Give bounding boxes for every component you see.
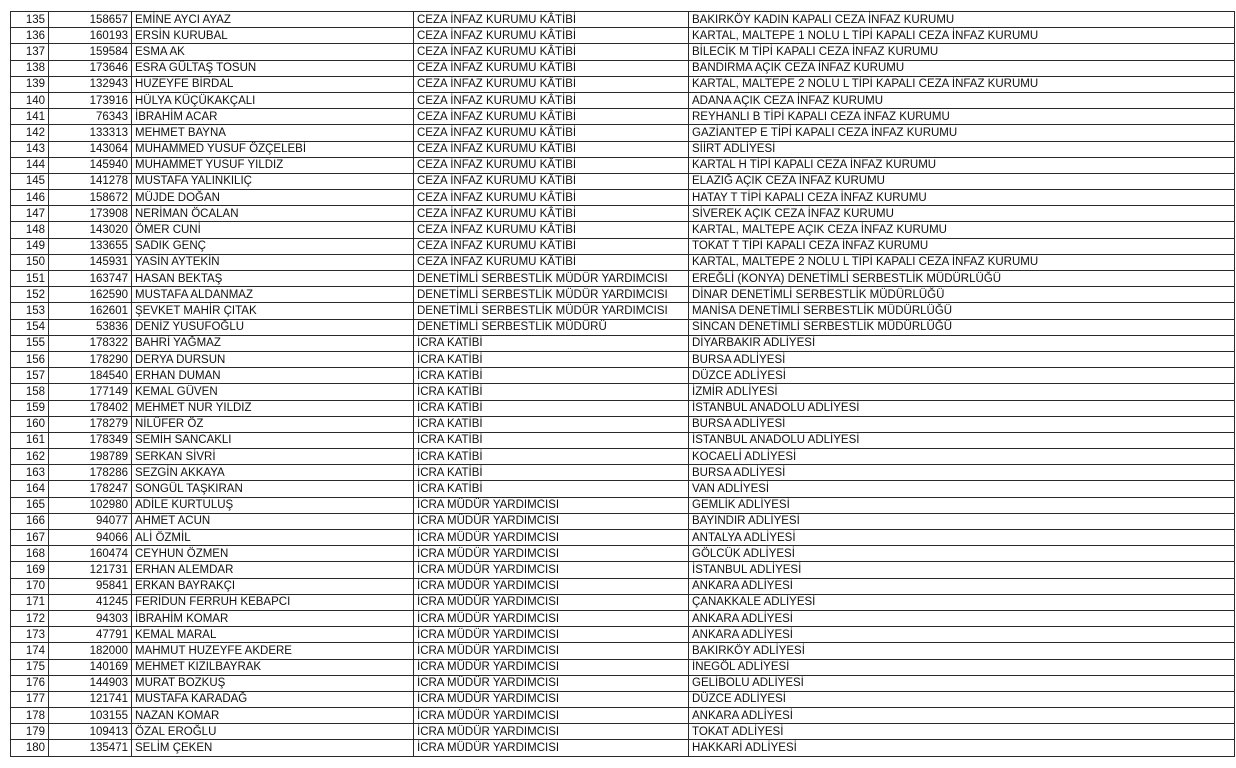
staff-id-cell: 94066 [49, 530, 132, 546]
position-title-cell: İCRA MÜDÜR YARDIMCISI [414, 497, 689, 513]
assigned-unit-cell: İZMİR ADLİYESİ [689, 384, 1235, 400]
table-row [11, 125, 1235, 141]
position-title-cell: CEZA İNFAZ KURUMU KÂTİBİ [414, 76, 689, 92]
position-title-cell: CEZA İNFAZ KURUMU KÂTİBİ [414, 238, 689, 254]
full-name-cell: ERSİN KURUBAL [132, 28, 414, 44]
full-name-cell: AHMET ACUN [132, 513, 414, 529]
assigned-unit-cell: ANTALYA ADLİYESİ [689, 530, 1235, 546]
staff-id-cell: 102980 [49, 497, 132, 513]
assigned-unit-cell: DİNAR DENETİMLİ SERBESTLİK MÜDÜRLÜĞÜ [689, 287, 1235, 303]
full-name-cell: SONGÜL TAŞKIRAN [132, 481, 414, 497]
table-row [11, 368, 1235, 384]
row-number-cell: 143 [11, 141, 49, 157]
table-row [11, 254, 1235, 270]
assigned-unit-cell: GAZİANTEP E TİPİ KAPALI CEZA İNFAZ KURUMU [689, 125, 1235, 141]
staff-id-cell: 76343 [49, 109, 132, 125]
assigned-unit-cell: GÖLCÜK ADLİYESİ [689, 546, 1235, 562]
position-title-cell: İCRA KATİBİ [414, 384, 689, 400]
full-name-cell: HASAN BEKTAŞ [132, 271, 414, 287]
assigned-unit-cell: KARTAL, MALTEPE 2 NOLU L TİPİ KAPALI CEZA İNFAZ KURUMU [689, 254, 1235, 270]
full-name-cell: MAHMUT HUZEYFE AKDERE [132, 643, 414, 659]
assigned-unit-cell: TOKAT T TİPİ KAPALI CEZA İNFAZ KURUMU [689, 238, 1235, 254]
position-title-cell: CEZA İNFAZ KURUMU KÂTİBİ [414, 254, 689, 270]
table-row [11, 335, 1235, 351]
row-number-cell: 158 [11, 384, 49, 400]
position-title-cell: CEZA İNFAZ KURUMU KÂTİBİ [414, 157, 689, 173]
row-number-cell: 171 [11, 594, 49, 610]
table-row [11, 708, 1235, 724]
row-number-cell: 149 [11, 238, 49, 254]
row-number-cell: 150 [11, 254, 49, 270]
position-title-cell: İCRA MÜDÜR YARDIMCISI [414, 578, 689, 594]
row-number-cell: 151 [11, 271, 49, 287]
assigned-unit-cell: BAKIRKÖY KADIN KAPALI CEZA İNFAZ KURUMU [689, 12, 1235, 28]
staff-id-cell: 143064 [49, 141, 132, 157]
full-name-cell: DERYA DURSUN [132, 351, 414, 367]
position-title-cell: CEZA İNFAZ KURUMU KÂTİBİ [414, 12, 689, 28]
table-row [11, 465, 1235, 481]
position-title-cell: İCRA MÜDÜR YARDIMCISI [414, 740, 689, 756]
row-number-cell: 152 [11, 287, 49, 303]
assigned-unit-cell: BURSA ADLİYESİ [689, 351, 1235, 367]
position-title-cell: İCRA MÜDÜR YARDIMCISI [414, 594, 689, 610]
position-title-cell: DENETİMLİ SERBESTLİK MÜDÜRÜ [414, 319, 689, 335]
staff-id-cell: 198789 [49, 449, 132, 465]
table-row [11, 76, 1235, 92]
position-title-cell: İCRA MÜDÜR YARDIMCISI [414, 627, 689, 643]
staff-id-cell: 41245 [49, 594, 132, 610]
table-row [11, 432, 1235, 448]
table-row [11, 287, 1235, 303]
row-number-cell: 168 [11, 546, 49, 562]
assigned-unit-cell: KARTAL, MALTEPE AÇIK CEZA İNFAZ KURUMU [689, 222, 1235, 238]
staff-id-cell: 133313 [49, 125, 132, 141]
assigned-unit-cell: KARTAL H TİPİ KAPALI CEZA İNFAZ KURUMU [689, 157, 1235, 173]
full-name-cell: MUSTAFA KARADAĞ [132, 691, 414, 707]
full-name-cell: MEHMET KIZILBAYRAK [132, 659, 414, 675]
position-title-cell: İCRA MÜDÜR YARDIMCISI [414, 691, 689, 707]
position-title-cell: İCRA MÜDÜR YARDIMCISI [414, 643, 689, 659]
row-number-cell: 140 [11, 92, 49, 108]
table-row [11, 384, 1235, 400]
position-title-cell: İCRA MÜDÜR YARDIMCISI [414, 659, 689, 675]
full-name-cell: BAHRİ YAĞMAZ [132, 335, 414, 351]
full-name-cell: YASİN AYTEKİN [132, 254, 414, 270]
assigned-unit-cell: REYHANLI B TİPİ KAPALI CEZA İNFAZ KURUMU [689, 109, 1235, 125]
assigned-unit-cell: BİLECİK M TİPİ KAPALI CEZA İNFAZ KURUMU [689, 44, 1235, 60]
staff-id-cell: 109413 [49, 724, 132, 740]
position-title-cell: İCRA MÜDÜR YARDIMCISI [414, 724, 689, 740]
row-number-cell: 147 [11, 206, 49, 222]
assigned-unit-cell: GELİBOLU ADLİYESİ [689, 675, 1235, 691]
staff-id-cell: 162590 [49, 287, 132, 303]
row-number-cell: 177 [11, 691, 49, 707]
row-number-cell: 178 [11, 708, 49, 724]
staff-id-cell: 178279 [49, 416, 132, 432]
full-name-cell: MUSTAFA YALINKILIÇ [132, 173, 414, 189]
position-title-cell: İCRA MÜDÜR YARDIMCISI [414, 675, 689, 691]
row-number-cell: 174 [11, 643, 49, 659]
row-number-cell: 145 [11, 173, 49, 189]
row-number-cell: 176 [11, 675, 49, 691]
table-row [11, 157, 1235, 173]
assigned-unit-cell: ELAZIĞ AÇIK CEZA İNFAZ KURUMU [689, 173, 1235, 189]
position-title-cell: CEZA İNFAZ KURUMU KÂTİBİ [414, 60, 689, 76]
full-name-cell: ESRA GÜLTAŞ TOSUN [132, 60, 414, 76]
staff-id-cell: 133655 [49, 238, 132, 254]
table-row [11, 691, 1235, 707]
full-name-cell: MUHAMMED YUSUF ÖZÇELEBİ [132, 141, 414, 157]
row-number-cell: 172 [11, 610, 49, 626]
full-name-cell: İBRAHİM ACAR [132, 109, 414, 125]
full-name-cell: SEZGİN AKKAYA [132, 465, 414, 481]
full-name-cell: KEMAL GÜVEN [132, 384, 414, 400]
row-number-cell: 173 [11, 627, 49, 643]
table-row [11, 530, 1235, 546]
assigned-unit-cell: MANİSA DENETİMLİ SERBESTLİK MÜDÜRLÜĞÜ [689, 303, 1235, 319]
position-title-cell: İCRA KATİBİ [414, 449, 689, 465]
row-number-cell: 175 [11, 659, 49, 675]
row-number-cell: 139 [11, 76, 49, 92]
assigned-unit-cell: ANKARA ADLİYESİ [689, 708, 1235, 724]
full-name-cell: SELİM ÇEKEN [132, 740, 414, 756]
table-row [11, 724, 1235, 740]
table-row [11, 578, 1235, 594]
full-name-cell: EMİNE AYCI AYAZ [132, 12, 414, 28]
assigned-unit-cell: ANKARA ADLİYESİ [689, 610, 1235, 626]
full-name-cell: ERHAN ALEMDAR [132, 562, 414, 578]
assigned-unit-cell: EREĞLİ (KONYA) DENETİMLİ SERBESTLİK MÜDÜRLÜĞÜ [689, 271, 1235, 287]
table-row [11, 497, 1235, 513]
table-row [11, 740, 1235, 756]
table-row [11, 173, 1235, 189]
assigned-unit-cell: BAKIRKÖY ADLİYESİ [689, 643, 1235, 659]
table-row [11, 28, 1235, 44]
table-row [11, 513, 1235, 529]
row-number-cell: 180 [11, 740, 49, 756]
staff-id-cell: 95841 [49, 578, 132, 594]
staff-id-cell: 184540 [49, 368, 132, 384]
full-name-cell: CEYHUN ÖZMEN [132, 546, 414, 562]
row-number-cell: 153 [11, 303, 49, 319]
staff-id-cell: 159584 [49, 44, 132, 60]
staff-id-cell: 94303 [49, 610, 132, 626]
staff-id-cell: 177149 [49, 384, 132, 400]
full-name-cell: ÖZAL EROĞLU [132, 724, 414, 740]
assigned-unit-cell: ANKARA ADLİYESİ [689, 578, 1235, 594]
table-row [11, 546, 1235, 562]
staff-id-cell: 158657 [49, 12, 132, 28]
full-name-cell: İBRAHİM KOMAR [132, 610, 414, 626]
table-row [11, 206, 1235, 222]
staff-id-cell: 178349 [49, 432, 132, 448]
table-row [11, 481, 1235, 497]
full-name-cell: MEHMET NUR YILDIZ [132, 400, 414, 416]
position-title-cell: DENETİMLİ SERBESTLİK MÜDÜR YARDIMCISI [414, 303, 689, 319]
table-row [11, 303, 1235, 319]
assigned-unit-cell: BAYINDIR ADLİYESİ [689, 513, 1235, 529]
row-number-cell: 164 [11, 481, 49, 497]
table-row [11, 271, 1235, 287]
assigned-unit-cell: SİVEREK AÇIK CEZA İNFAZ KURUMU [689, 206, 1235, 222]
position-title-cell: İCRA MÜDÜR YARDIMCISI [414, 513, 689, 529]
assigned-unit-cell: HATAY T TİPİ KAPALI CEZA İNFAZ KURUMU [689, 190, 1235, 206]
row-number-cell: 167 [11, 530, 49, 546]
staff-id-cell: 158672 [49, 190, 132, 206]
table-body [11, 12, 1235, 757]
staff-id-cell: 178290 [49, 351, 132, 367]
row-number-cell: 157 [11, 368, 49, 384]
row-number-cell: 142 [11, 125, 49, 141]
table-row [11, 562, 1235, 578]
position-title-cell: CEZA İNFAZ KURUMU KÂTİBİ [414, 109, 689, 125]
full-name-cell: HÜLYA KÜÇÜKAKÇALI [132, 92, 414, 108]
assigned-unit-cell: İSTANBUL ADLİYESİ [689, 562, 1235, 578]
position-title-cell: İCRA KATİBİ [414, 432, 689, 448]
full-name-cell: SEMİH SANCAKLI [132, 432, 414, 448]
table-row [11, 222, 1235, 238]
position-title-cell: CEZA İNFAZ KURUMU KÂTİBİ [414, 125, 689, 141]
position-title-cell: İCRA MÜDÜR YARDIMCISI [414, 530, 689, 546]
staff-id-cell: 163747 [49, 271, 132, 287]
row-number-cell: 144 [11, 157, 49, 173]
assigned-unit-cell: DÜZCE ADLİYESİ [689, 691, 1235, 707]
row-number-cell: 146 [11, 190, 49, 206]
full-name-cell: KEMAL MARAL [132, 627, 414, 643]
table-row [11, 238, 1235, 254]
staff-id-cell: 143020 [49, 222, 132, 238]
staff-id-cell: 160193 [49, 28, 132, 44]
staff-id-cell: 47791 [49, 627, 132, 643]
assigned-unit-cell: TOKAT ADLİYESİ [689, 724, 1235, 740]
position-title-cell: İCRA KATİBİ [414, 400, 689, 416]
row-number-cell: 163 [11, 465, 49, 481]
full-name-cell: MEHMET BAYNA [132, 125, 414, 141]
position-title-cell: İCRA KATİBİ [414, 368, 689, 384]
full-name-cell: ADİLE KURTULUŞ [132, 497, 414, 513]
position-title-cell: DENETİMLİ SERBESTLİK MÜDÜR YARDIMCISI [414, 287, 689, 303]
staff-id-cell: 182000 [49, 643, 132, 659]
staff-id-cell: 141278 [49, 173, 132, 189]
assigned-unit-cell: HAKKARİ ADLİYESİ [689, 740, 1235, 756]
row-number-cell: 135 [11, 12, 49, 28]
row-number-cell: 169 [11, 562, 49, 578]
table-row [11, 594, 1235, 610]
table-row [11, 190, 1235, 206]
row-number-cell: 162 [11, 449, 49, 465]
assigned-unit-cell: KARTAL, MALTEPE 1 NOLU L TİPİ KAPALI CEZA İNFAZ KURUMU [689, 28, 1235, 44]
table-row [11, 12, 1235, 28]
staff-id-cell: 135471 [49, 740, 132, 756]
position-title-cell: CEZA İNFAZ KURUMU KÂTİBİ [414, 222, 689, 238]
position-title-cell: CEZA İNFAZ KURUMU KÂTİBİ [414, 28, 689, 44]
table-row [11, 60, 1235, 76]
full-name-cell: FERİDUN FERRUH KEBAPCI [132, 594, 414, 610]
assigned-unit-cell: ANKARA ADLİYESİ [689, 627, 1235, 643]
full-name-cell: SERKAN SİVRİ [132, 449, 414, 465]
row-number-cell: 148 [11, 222, 49, 238]
row-number-cell: 155 [11, 335, 49, 351]
staff-id-cell: 160474 [49, 546, 132, 562]
position-title-cell: İCRA MÜDÜR YARDIMCISI [414, 546, 689, 562]
position-title-cell: İCRA KATİBİ [414, 481, 689, 497]
row-number-cell: 156 [11, 351, 49, 367]
position-title-cell: İCRA MÜDÜR YARDIMCISI [414, 610, 689, 626]
full-name-cell: ERHAN DUMAN [132, 368, 414, 384]
full-name-cell: ERKAN BAYRAKÇI [132, 578, 414, 594]
assigned-unit-cell: SİNCAN DENETİMLİ SERBESTLİK MÜDÜRLÜĞÜ [689, 319, 1235, 335]
assigned-unit-cell: ADANA AÇIK CEZA İNFAZ KURUMU [689, 92, 1235, 108]
assigned-unit-cell: İSTANBUL ANADOLU ADLİYESİ [689, 432, 1235, 448]
table-row [11, 675, 1235, 691]
assigned-unit-cell: DİYARBAKIR ADLİYESİ [689, 335, 1235, 351]
position-title-cell: İCRA MÜDÜR YARDIMCISI [414, 708, 689, 724]
position-title-cell: CEZA İNFAZ KURUMU KÂTİBİ [414, 44, 689, 60]
table-row [11, 610, 1235, 626]
table-row [11, 627, 1235, 643]
full-name-cell: ESMA AK [132, 44, 414, 60]
row-number-cell: 165 [11, 497, 49, 513]
staff-id-cell: 103155 [49, 708, 132, 724]
assigned-unit-cell: İNEGÖL ADLİYESİ [689, 659, 1235, 675]
row-number-cell: 166 [11, 513, 49, 529]
staff-id-cell: 144903 [49, 675, 132, 691]
position-title-cell: İCRA KATİBİ [414, 465, 689, 481]
table-row [11, 400, 1235, 416]
assigned-unit-cell: KARTAL, MALTEPE 2 NOLU L TİPİ KAPALI CEZA İNFAZ KURUMU [689, 76, 1235, 92]
table-row [11, 141, 1235, 157]
assigned-unit-cell: BURSA ADLİYESİ [689, 465, 1235, 481]
assigned-unit-cell: ÇANAKKALE ADLİYESİ [689, 594, 1235, 610]
staff-id-cell: 145940 [49, 157, 132, 173]
position-title-cell: İCRA KATİBİ [414, 335, 689, 351]
full-name-cell: NİLÜFER ÖZ [132, 416, 414, 432]
table-row [11, 449, 1235, 465]
row-number-cell: 170 [11, 578, 49, 594]
assigned-unit-cell: İSTANBUL ANADOLU ADLİYESİ [689, 400, 1235, 416]
position-title-cell: DENETİMLİ SERBESTLİK MÜDÜR YARDIMCISI [414, 271, 689, 287]
table-row [11, 92, 1235, 108]
assigned-unit-cell: DÜZCE ADLİYESİ [689, 368, 1235, 384]
table-row [11, 109, 1235, 125]
row-number-cell: 159 [11, 400, 49, 416]
table-row [11, 44, 1235, 60]
staff-id-cell: 121731 [49, 562, 132, 578]
full-name-cell: NERİMAN ÖCALAN [132, 206, 414, 222]
row-number-cell: 137 [11, 44, 49, 60]
staff-id-cell: 94077 [49, 513, 132, 529]
staff-id-cell: 178322 [49, 335, 132, 351]
full-name-cell: MURAT BOZKUŞ [132, 675, 414, 691]
table-row [11, 643, 1235, 659]
staff-id-cell: 178402 [49, 400, 132, 416]
table-row [11, 351, 1235, 367]
staff-id-cell: 121741 [49, 691, 132, 707]
full-name-cell: MÜJDE DOĞAN [132, 190, 414, 206]
table-row [11, 659, 1235, 675]
full-name-cell: ALİ ÖZMİL [132, 530, 414, 546]
staff-id-cell: 178286 [49, 465, 132, 481]
staff-id-cell: 53836 [49, 319, 132, 335]
assigned-unit-cell: BURSA ADLİYESİ [689, 416, 1235, 432]
staff-id-cell: 140169 [49, 659, 132, 675]
table-row [11, 416, 1235, 432]
full-name-cell: MUHAMMET YUSUF YILDIZ [132, 157, 414, 173]
staff-id-cell: 173908 [49, 206, 132, 222]
position-title-cell: İCRA KATİBİ [414, 416, 689, 432]
staff-id-cell: 173916 [49, 92, 132, 108]
row-number-cell: 136 [11, 28, 49, 44]
assignment-table [10, 11, 1235, 757]
staff-id-cell: 145931 [49, 254, 132, 270]
full-name-cell: ÖMER CUNİ [132, 222, 414, 238]
assigned-unit-cell: BANDIRMA AÇIK CEZA İNFAZ KURUMU [689, 60, 1235, 76]
row-number-cell: 154 [11, 319, 49, 335]
full-name-cell: NAZAN KOMAR [132, 708, 414, 724]
full-name-cell: DENİZ YUSUFOĞLU [132, 319, 414, 335]
position-title-cell: CEZA İNFAZ KURUMU KÂTİBİ [414, 190, 689, 206]
row-number-cell: 161 [11, 432, 49, 448]
assigned-unit-cell: GEMLİK ADLİYESİ [689, 497, 1235, 513]
full-name-cell: ŞEVKET MAHİR ÇITAK [132, 303, 414, 319]
assigned-unit-cell: SİİRT ADLİYESİ [689, 141, 1235, 157]
full-name-cell: MUSTAFA ALDANMAZ [132, 287, 414, 303]
table-row [11, 319, 1235, 335]
assigned-unit-cell: VAN ADLİYESİ [689, 481, 1235, 497]
position-title-cell: CEZA İNFAZ KURUMU KÂTİBİ [414, 141, 689, 157]
full-name-cell: HUZEYFE BİRDAL [132, 76, 414, 92]
staff-id-cell: 162601 [49, 303, 132, 319]
position-title-cell: CEZA İNFAZ KURUMU KÂTİBİ [414, 92, 689, 108]
row-number-cell: 138 [11, 60, 49, 76]
assigned-unit-cell: KOCAELİ ADLİYESİ [689, 449, 1235, 465]
full-name-cell: SADIK GENÇ [132, 238, 414, 254]
staff-id-cell: 178247 [49, 481, 132, 497]
position-title-cell: İCRA MÜDÜR YARDIMCISI [414, 562, 689, 578]
staff-id-cell: 132943 [49, 76, 132, 92]
row-number-cell: 179 [11, 724, 49, 740]
staff-id-cell: 173646 [49, 60, 132, 76]
position-title-cell: İCRA KATİBİ [414, 351, 689, 367]
row-number-cell: 160 [11, 416, 49, 432]
position-title-cell: CEZA İNFAZ KURUMU KÂTİBİ [414, 206, 689, 222]
row-number-cell: 141 [11, 109, 49, 125]
position-title-cell: CEZA İNFAZ KURUMU KÂTİBİ [414, 173, 689, 189]
